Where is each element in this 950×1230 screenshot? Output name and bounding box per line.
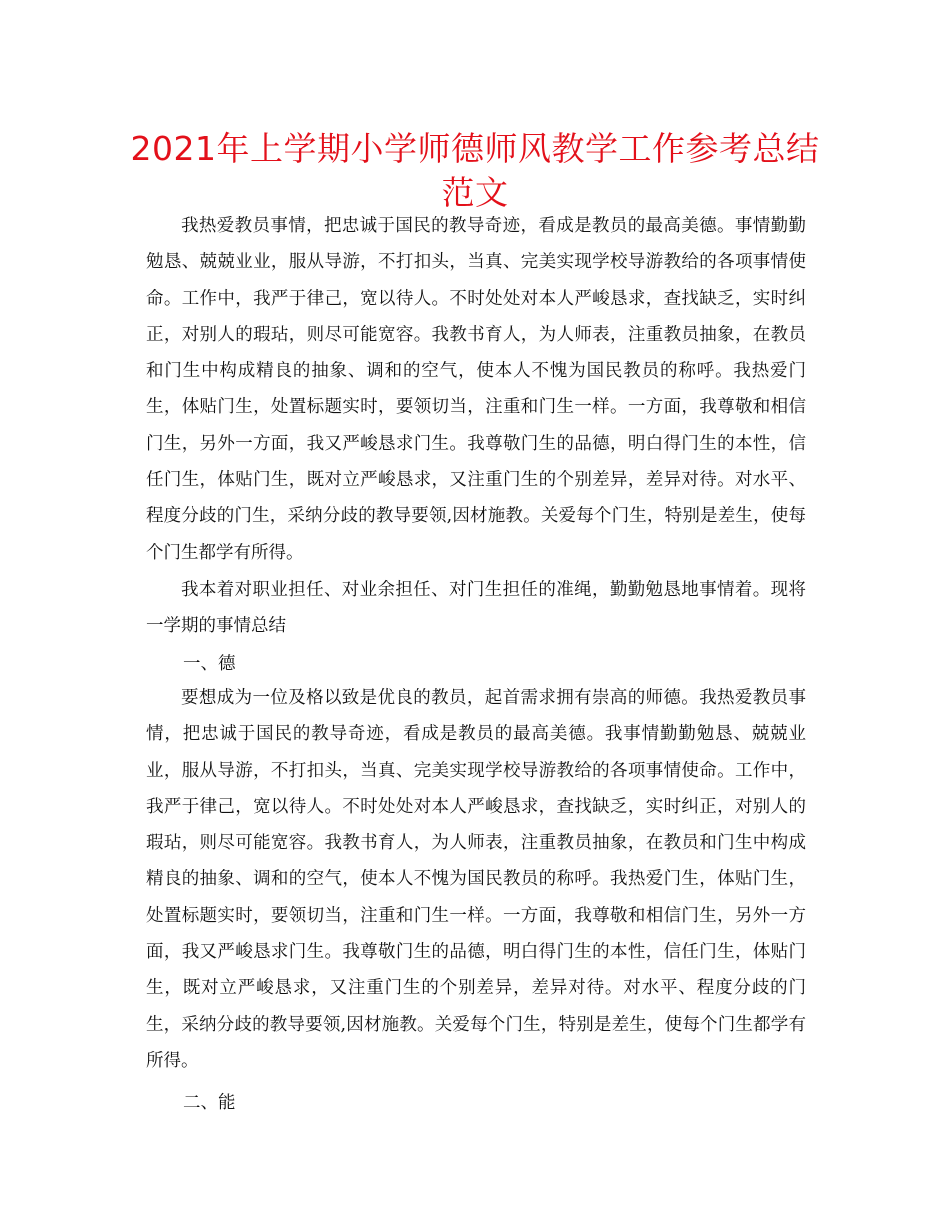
paragraph-summary-intro: 我本着对职业担任、对业余担任、对门生担任的准绳，勤勤勉恳地事情着。现将一学期的事情总结 bbox=[146, 580, 806, 637]
section-heading-neng: 二、能 bbox=[183, 1093, 236, 1113]
document-title-line1: 2021年上学期小学师德师风教学工作参考总结 bbox=[130, 129, 820, 168]
section-heading-de: 一、德 bbox=[183, 654, 236, 674]
paragraph-intro: 我热爱教员事情，把忠诚于国民的教导奇迹，看成是教员的最高美德。事情勤勤勉恳、兢兢业业，服从导游，不打扣头，当真、完美实现学校导游教给的各项事情使命。工作中，我严于律己，宽以待人。不时处处对本人严峻恳求，查找缺乏，实时纠正，对别人的瑕玷，则尽可能宽容。我教书育人，为人师表，注重教员抽象，在教员和门生中构成精良的抽象、调和的空气，使本人不愧为国民教员的称呼。我热爱门生，体贴门生，处置标题实时，要领切当，注重和门生一样。一方面，我尊敬和相信门生，另外一方面，我又严峻恳求门生。我尊敬门生的品德，明白得门生的本性，信任门生，体贴门生，既对立严峻恳求，又注重门生的个别差异，差异对待。对水平、程度分歧的门生，采纳分歧的教导要领,因材施教。关爱每个门生，特别是差生，使每个门生都学有所得。 bbox=[146, 216, 806, 563]
paragraph-section-de: 要想成为一位及格以致是优良的教员，起首需求拥有崇高的师德。我热爱教员事情，把忠诚于国民的教导奇迹，看成是教员的最高美德。我事情勤勤勉恳、兢兢业业，服从导游，不打扣头，当真、完美实现学校导游教给的各项事情使命。工作中，我严于律己，宽以待人。不时处处对本人严峻恳求，查找缺乏，实时纠正，对别人的瑕玷，则尽可能宽容。我教书育人，为人师表，注重教员抽象，在教员和门生中构成精良的抽象、调和的空气，使本人不愧为国民教员的称呼。我热爱门生，体贴门生，处置标题实时，要领切当，注重和门生一样。一方面，我尊敬和相信门生，另外一方面，我又严峻恳求门生。我尊敬门生的品德，明白得门生的本性，信任门生，体贴门生，既对立严峻恳求，又注重门生的个别差异，差异对待。对水平、程度分歧的门生，采纳分歧的教导要领,因材施教。关爱每个门生，特别是差生，使每个门生都学有所得。 bbox=[146, 688, 806, 1071]
document-title-line2: 范文 bbox=[441, 173, 509, 212]
